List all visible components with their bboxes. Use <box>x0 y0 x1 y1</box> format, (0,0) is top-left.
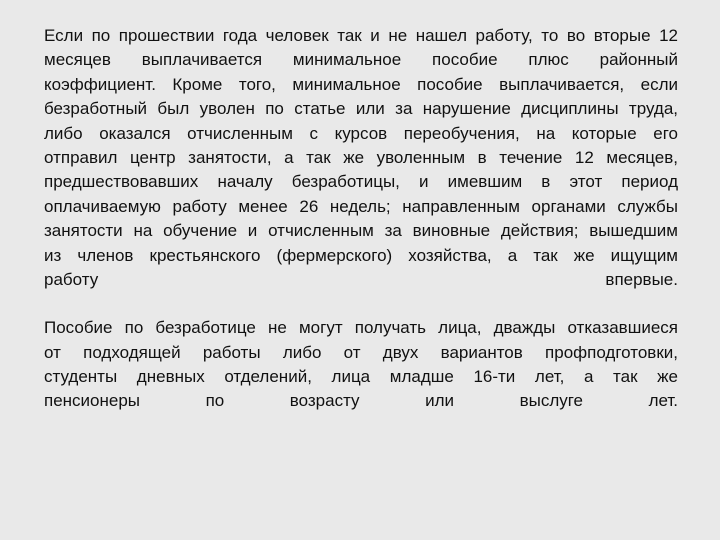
paragraph-line: Пособие по безработице не могут получать лица, дважды отказавшиеся <box>44 318 678 338</box>
paragraph-line: безработный был уволен по статье или за нарушение дисциплины труда, <box>44 99 678 119</box>
paragraph-line: отправил центр занятости, а так же уволенным в течение 12 месяцев, <box>44 147 678 167</box>
paragraph-unemployment-benefit-second-year <box>44 24 678 292</box>
paragraph-line: месяцев выплачивается минимальное пособие плюс районный <box>44 50 678 70</box>
paragraph-line: студенты дневных отделений, лица младше 16-ти лет, а так же <box>44 367 678 387</box>
paragraph-line: из членов крестьянского (фермерского) хозяйства, а так же ищущим <box>44 245 678 265</box>
paragraph-line: либо оказался отчисленным с курсов переобучения, на которые его <box>44 123 678 143</box>
paragraph-line: пенсионеры по возрасту или выслуге лет. <box>44 391 678 411</box>
paragraph-benefit-ineligibility <box>44 316 678 414</box>
paragraph-line: занятости на обучение и отчисленным за виновные действия; вышедшим <box>44 221 678 241</box>
paragraph-spacer <box>44 292 678 316</box>
paragraph-line: предшествовавших началу безработицы, и имевшим в этот период <box>44 172 678 192</box>
document-page <box>44 24 678 414</box>
paragraph-line: коэффициент. Кроме того, минимальное пособие выплачивается, если <box>44 74 678 94</box>
paragraph-line: работу впервые. <box>44 269 678 289</box>
paragraph-line: Если по прошествии года человек так и не нашел работу, то во вторые 12 <box>44 26 678 45</box>
paragraph-line: от подходящей работы либо от двух вариантов профподготовки, <box>44 342 678 362</box>
paragraph-line: оплачиваемую работу менее 26 недель; направленным органами службы <box>44 196 678 216</box>
